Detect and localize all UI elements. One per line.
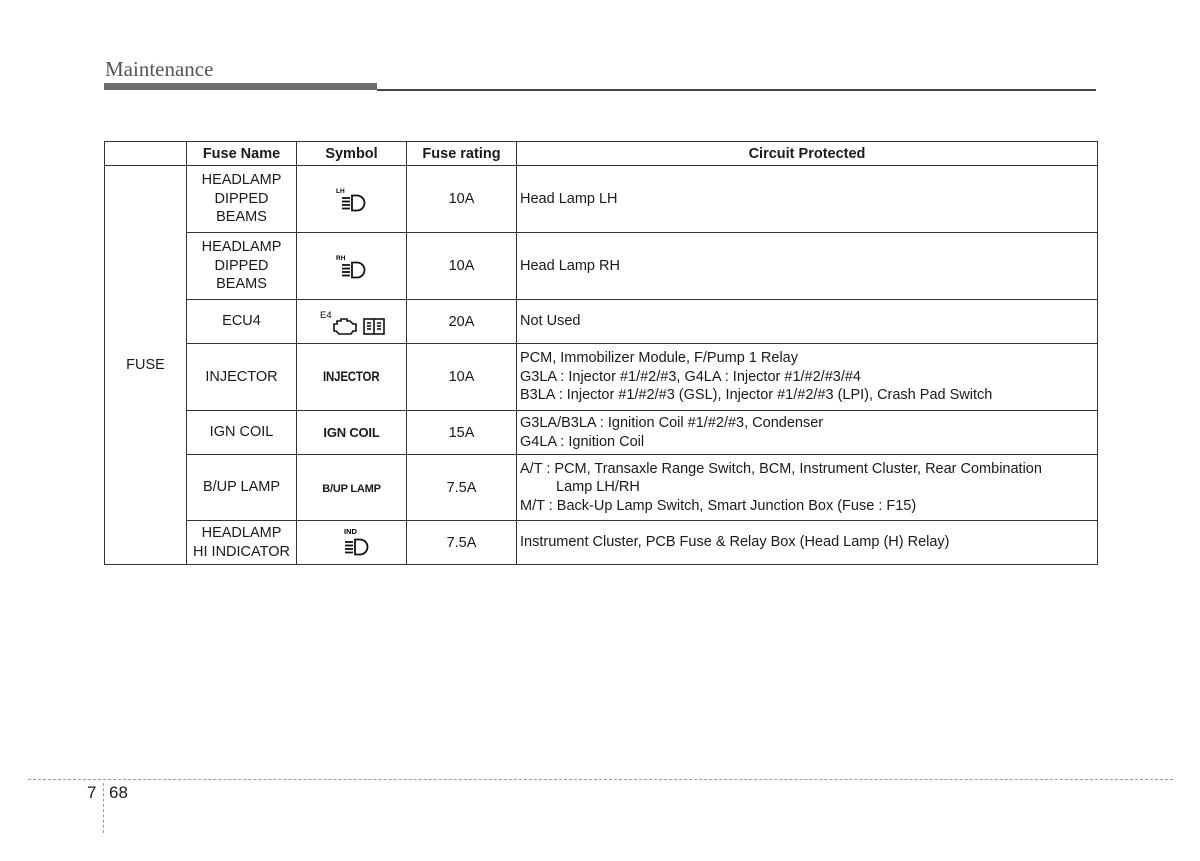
- fuse-group-cell: [105, 166, 187, 565]
- symbol-label: LH: [335, 188, 345, 195]
- table-header-row: [105, 142, 1098, 166]
- table-row: [105, 166, 1098, 233]
- table-row: [105, 411, 1098, 455]
- circuit-line: Lamp LH/RH: [556, 479, 640, 496]
- fuse-name-line: HEADLAMP: [201, 239, 282, 256]
- chapter-number: 7: [87, 783, 97, 802]
- fuse-rating-cell: 7.5A: [407, 455, 517, 521]
- column-header-fuse-rating: Fuse rating: [407, 142, 517, 166]
- circuit-line: Instrument Cluster, PCB Fuse & Relay Box (Head Lamp (H) Relay): [520, 534, 950, 551]
- fuse-name-line: DIPPED: [214, 257, 269, 274]
- fuse-name-cell: [187, 166, 297, 233]
- column-header-group: [105, 142, 187, 166]
- page-number: 68: [109, 783, 128, 802]
- footer-divider: [28, 779, 1173, 780]
- fuse-name-line: INJECTOR: [205, 368, 278, 385]
- fuse-name-cell: [187, 521, 297, 565]
- circuit-cell: [517, 166, 1098, 233]
- fuse-name-line: B/UP LAMP: [202, 479, 281, 496]
- fuse-name-line: HEADLAMP: [201, 172, 282, 189]
- table-row: [105, 300, 1098, 344]
- symbol-cell: [297, 411, 407, 455]
- symbol-text: B/UP LAMP: [322, 482, 381, 495]
- column-header-fuse-name: Fuse Name: [187, 142, 297, 166]
- circuit-cell: [517, 455, 1098, 521]
- table-row: [105, 233, 1098, 300]
- table-row: [105, 344, 1098, 411]
- fuse-name-cell: [187, 300, 297, 344]
- title-underline-thin: [377, 89, 1096, 91]
- symbol-cell: [297, 166, 407, 233]
- symbol-label: RH: [335, 255, 345, 262]
- column-header-circuit-protected: Circuit Protected: [517, 142, 1098, 166]
- circuit-line: G4LA : Ignition Coil: [520, 433, 645, 450]
- circuit-cell: [517, 411, 1098, 455]
- circuit-cell: [517, 344, 1098, 411]
- circuit-cell: [517, 300, 1098, 344]
- symbol-label: E4: [319, 309, 332, 321]
- fuse-name-line: IGN COIL: [209, 424, 274, 441]
- circuit-cell: [517, 233, 1098, 300]
- symbol-text: INJECTOR: [323, 369, 380, 384]
- circuit-line: M/T : Back-Up Lamp Switch, Smart Junction Box (Fuse : F15): [520, 497, 917, 514]
- fuse-name-line: HI INDICATOR: [193, 543, 290, 560]
- circuit-line: G3LA/B3LA : Ignition Coil #1/#2/#3, Condenser: [520, 415, 824, 431]
- circuit-line: Head Lamp RH: [520, 257, 620, 274]
- fuse-name-line: HEADLAMP: [201, 525, 282, 541]
- symbol-cell: [297, 300, 407, 344]
- symbol-cell: [297, 521, 407, 565]
- title-underline-thick: [104, 83, 377, 90]
- circuit-line: Not Used: [520, 313, 581, 330]
- fuse-rating-cell: 10A: [407, 166, 517, 233]
- fuse-group-label: FUSE: [126, 357, 165, 373]
- fuse-name-cell: [187, 411, 297, 455]
- fuse-rating-cell: 10A: [407, 344, 517, 411]
- symbol-cell: [297, 344, 407, 411]
- fuse-name-line: DIPPED: [214, 190, 269, 207]
- symbol-label: IND: [343, 526, 357, 536]
- circuit-line: B3LA : Injector #1/#2/#3 (GSL), Injector #1/#2/#3 (LPI), Crash Pad Switch: [520, 387, 993, 404]
- fuse-name-line: ECU4: [222, 313, 261, 330]
- fuse-name-line: BEAMS: [216, 209, 267, 226]
- fuse-rating-cell: 20A: [407, 300, 517, 344]
- footer-page-divider: [103, 783, 104, 833]
- circuit-line: G3LA : Injector #1/#2/#3, G4LA : Injector #1/#2/#3/#4: [520, 368, 861, 385]
- fuse-name-cell: [187, 233, 297, 300]
- fuse-name-cell: [187, 455, 297, 521]
- circuit-cell: [517, 521, 1098, 565]
- symbol-cell: [297, 233, 407, 300]
- fuse-rating-cell: 7.5A: [407, 521, 517, 565]
- table-row: [105, 455, 1098, 521]
- table-row: [105, 521, 1098, 565]
- fuse-rating-cell: 10A: [407, 233, 517, 300]
- column-header-symbol: Symbol: [297, 142, 407, 166]
- symbol-cell: [297, 455, 407, 521]
- circuit-line: A/T : PCM, Transaxle Range Switch, BCM, Instrument Cluster, Rear Combination: [520, 460, 1042, 477]
- headlamp-rh-icon: [332, 251, 372, 281]
- engine-manual-icon: [312, 307, 392, 337]
- circuit-line: Head Lamp LH: [520, 190, 618, 207]
- headlamp-lh-icon: [332, 184, 372, 214]
- section-title: Maintenance: [105, 57, 214, 81]
- fuse-name-cell: [187, 344, 297, 411]
- fuse-rating-cell: 15A: [407, 411, 517, 455]
- circuit-line: PCM, Immobilizer Module, F/Pump 1 Relay: [520, 350, 798, 367]
- symbol-text: IGN COIL: [323, 424, 380, 440]
- headlamp-indicator-icon: [332, 526, 372, 560]
- fuse-table: [104, 141, 1098, 565]
- fuse-name-line: BEAMS: [216, 276, 267, 293]
